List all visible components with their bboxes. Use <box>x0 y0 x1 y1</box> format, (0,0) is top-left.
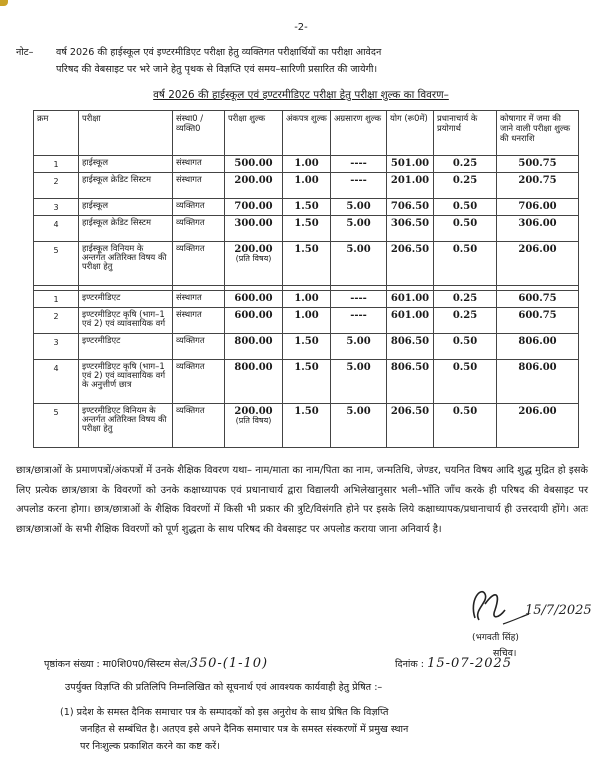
row-total: 206.50 <box>387 242 434 286</box>
header-total: योग (रू0में) <box>387 111 434 156</box>
fee-per-subject-note: (प्रति विषय) <box>235 416 272 425</box>
table-row <box>34 308 579 334</box>
row-treasury: 706.00 <box>497 199 579 216</box>
table-row <box>34 291 579 308</box>
reference-label: पृष्ठांकन संख्या : मा0शि0प0/सिस्टम सेल/ <box>44 659 190 670</box>
row-exam: इण्टरमीडिएट कृषि (भाग–1 एवं 2) एवं व्यावसायिक वर्ग <box>79 308 173 334</box>
row-fee: 800.00 <box>225 334 283 360</box>
row-marksheet: 1.50 <box>283 216 331 242</box>
row-principal: 0.50 <box>434 404 497 448</box>
row-principal: 0.50 <box>434 242 497 286</box>
header-forwarding: अग्रसारण शुल्क <box>331 111 387 156</box>
row-marksheet: 1.50 <box>283 242 331 286</box>
row-forwarding: 5.00 <box>331 242 387 286</box>
row-total: 601.00 <box>387 308 434 334</box>
fee-per-subject-note: (प्रति विषय) <box>235 254 272 263</box>
row-marksheet: 1.50 <box>283 199 331 216</box>
row-total: 501.00 <box>387 156 434 173</box>
row-total: 601.00 <box>387 291 434 308</box>
row-exam: इण्टरमीडिएट <box>79 291 173 308</box>
row-exam: इण्टरमीडिएट कृषि (भाग–1 एवं 2) एवं व्यावसायिक वर्ग के अनुत्तीर्ण छात्र <box>79 360 173 404</box>
row-sn: 2 <box>34 308 79 334</box>
row-fee: 300.00 <box>225 216 283 242</box>
date-value: 15-07-2025 <box>427 656 513 671</box>
row-total: 206.50 <box>387 404 434 448</box>
row-sn: 5 <box>34 404 79 448</box>
row-type: संस्थागत <box>173 156 225 173</box>
reference-line <box>44 656 268 671</box>
reference-number: 350-(1-10) <box>189 656 269 671</box>
row-principal: 0.25 <box>434 291 497 308</box>
row-forwarding: 5.00 <box>331 360 387 404</box>
row-forwarding: 5.00 <box>331 216 387 242</box>
row-type: व्यक्तिगत <box>173 404 225 448</box>
row-fee: 200.00 (प्रति विषय) <box>225 242 283 286</box>
item-1-line-2: जनहित से सम्बंधित है। अतएव इसे अपने दैनिक समाचार पत्र के समस्त संस्करणों में प्रमुख स्थान <box>80 724 409 735</box>
row-total: 806.50 <box>387 334 434 360</box>
table-header-row <box>34 111 579 156</box>
row-principal: 0.50 <box>434 199 497 216</box>
signatory-name: (भगवती सिंह) <box>472 633 519 643</box>
note-block <box>16 44 591 78</box>
row-exam: हाईस्कूल विनियम के अन्तर्गत अतिरिक्त विषय की परीक्षा हेतु <box>79 242 173 286</box>
row-principal: 0.25 <box>434 173 497 199</box>
row-type: संस्थागत <box>173 291 225 308</box>
row-sn: 1 <box>34 156 79 173</box>
header-sn: क्रम <box>34 111 79 156</box>
row-forwarding: ---- <box>331 291 387 308</box>
row-type: व्यक्तिगत <box>173 242 225 286</box>
signature-image <box>455 580 595 630</box>
note-line-1: वर्ष 2026 की हाईस्कूल एवं इण्टरमीडिएट परीक्षा हेतु व्यक्तिगत परीक्षार्थियों का परीक्षा आवेदन <box>56 47 382 58</box>
row-principal: 0.50 <box>434 216 497 242</box>
row-fee: 800.00 <box>225 360 283 404</box>
row-exam: हाईस्कूल <box>79 199 173 216</box>
row-sn: 4 <box>34 360 79 404</box>
row-marksheet: 1.50 <box>283 404 331 448</box>
row-principal: 0.25 <box>434 308 497 334</box>
table-row <box>34 404 579 448</box>
row-forwarding: 5.00 <box>331 334 387 360</box>
row-type: व्यक्तिगत <box>173 360 225 404</box>
row-total: 706.50 <box>387 199 434 216</box>
header-type: संस्था0 / व्यक्ति0 <box>173 111 225 156</box>
row-principal: 0.50 <box>434 360 497 404</box>
note-line-2: परिषद की वेबसाइट पर भरे जाने हेतु पृथक से विज्ञप्ति एवं समय–सारिणी प्रसारित की जायेगी। <box>56 64 378 75</box>
row-sn: 5 <box>34 242 79 286</box>
row-fee: 700.00 <box>225 199 283 216</box>
row-exam: इण्टरमीडिएट विनियम के अन्तर्गत अतिरिक्त विषय की परीक्षा हेतु <box>79 404 173 448</box>
table-title: वर्ष 2026 की हाईस्कूल एवं इण्टरमीडिएट परीक्षा हेतु परीक्षा शुल्क का विवरण– <box>153 89 449 101</box>
instruction-paragraph: छात्र/छात्राओं के प्रमाणपत्रों/अंकपत्रों में उनके शैक्षिक विवरण यथा– नाम/माता का नाम/पिता का नाम, जन्मतिथि, जेण्डर, चयनित विषय आदि शुद्ध मुद्रित हो इसके लिए प्रत्येक छात्र/छात्रा के विवरणों को उनके कक्षाध्यापक एवं प्रधानाचार्य द्वारा विद्यालयी अभिलेखानुसार भली–भाँति जाँच करके ही परिषद की वेबसाइट पर अपलोड करना होगा। छात्र/छात्राओं के शैक्षिक विवरणों में किसी भी प्रकार की त्रुटि/विसंगति होने पर इसके लिये कक्षाध्यापक/प्रधानाचार्य ही उत्तरदायी होंगे। अतः छात्र/छात्राओं के सभी शैक्षिक विवरणों को पूर्ण शुद्धता के साथ परिषद की वेबसाइट पर अपलोड कराया जाना अनिवार्य है। <box>16 465 588 535</box>
row-treasury: 600.75 <box>497 291 579 308</box>
row-exam: हाईस्कूल <box>79 156 173 173</box>
row-type: व्यक्तिगत <box>173 199 225 216</box>
header-principal: प्रधानाचार्य के प्रयोगार्थ <box>434 111 497 156</box>
table-row <box>34 156 579 173</box>
row-type: व्यक्तिगत <box>173 216 225 242</box>
row-sn: 1 <box>34 291 79 308</box>
row-marksheet: 1.00 <box>283 156 331 173</box>
fee-table <box>33 110 579 448</box>
row-sn: 3 <box>34 334 79 360</box>
header-fee: परीक्षा शुल्क <box>225 111 283 156</box>
row-principal: 0.50 <box>434 334 497 360</box>
table-row <box>34 360 579 404</box>
row-type: संस्थागत <box>173 173 225 199</box>
row-exam: हाईस्कूल क्रेडिट सिस्टम <box>79 216 173 242</box>
scan-edge-mark <box>0 0 8 6</box>
row-treasury: 806.00 <box>497 334 579 360</box>
table-row <box>34 173 579 199</box>
table-row <box>34 199 579 216</box>
row-forwarding: 5.00 <box>331 199 387 216</box>
page-number: -2- <box>294 22 308 33</box>
row-treasury: 206.00 <box>497 242 579 286</box>
recipient-item-1 <box>60 704 590 755</box>
reference-date <box>395 656 512 671</box>
row-type: व्यक्तिगत <box>173 334 225 360</box>
header-treasury: कोषागार में जमा की जाने वाली परीक्षा शुल्क की धनराशि <box>497 111 579 156</box>
row-sn: 3 <box>34 199 79 216</box>
row-fee: 500.00 <box>225 156 283 173</box>
table-row <box>34 334 579 360</box>
header-marksheet: अंकपत्र शुल्क <box>283 111 331 156</box>
item-1-line-3: पर निःशुल्क प्रकाशित करने का कष्ट करें। <box>80 741 220 752</box>
row-forwarding: ---- <box>331 308 387 334</box>
row-fee: 200.00 (प्रति विषय) <box>225 404 283 448</box>
fee-table-body <box>34 156 579 448</box>
row-forwarding: ---- <box>331 156 387 173</box>
row-principal: 0.25 <box>434 156 497 173</box>
row-marksheet: 1.50 <box>283 360 331 404</box>
row-fee: 200.00 <box>225 173 283 199</box>
row-sn: 2 <box>34 173 79 199</box>
date-label: दिनांक : <box>395 659 425 670</box>
row-treasury: 306.00 <box>497 216 579 242</box>
header-exam: परीक्षा <box>79 111 173 156</box>
row-treasury: 600.75 <box>497 308 579 334</box>
row-exam: हाईस्कूल क्रेडिट सिस्टम <box>79 173 173 199</box>
row-treasury: 200.75 <box>497 173 579 199</box>
row-marksheet: 1.00 <box>283 173 331 199</box>
row-exam: इण्टरमीडिएट <box>79 334 173 360</box>
row-treasury: 806.00 <box>497 360 579 404</box>
item-1-line-1: (1) प्रदेश के समस्त दैनिक समाचार पत्र के सम्पादकों को इस अनुरोध के साथ प्रेषित कि विज्ञप्ति <box>60 707 389 718</box>
row-marksheet: 1.00 <box>283 308 331 334</box>
row-forwarding: ---- <box>331 173 387 199</box>
row-total: 806.50 <box>387 360 434 404</box>
row-sn: 4 <box>34 216 79 242</box>
row-marksheet: 1.00 <box>283 291 331 308</box>
row-type: संस्थागत <box>173 308 225 334</box>
row-forwarding: 5.00 <box>331 404 387 448</box>
copy-forward-line: उपर्युक्त विज्ञप्ति की प्रतिलिपि निम्नलिखित को सूचनार्थ एवं आवश्यक कार्यवाही हेतु प्रेषित :– <box>65 682 383 693</box>
row-total: 201.00 <box>387 173 434 199</box>
row-fee: 600.00 <box>225 308 283 334</box>
row-fee: 600.00 <box>225 291 283 308</box>
table-row <box>34 216 579 242</box>
row-treasury: 206.00 <box>497 404 579 448</box>
signatory-designation: सचिव। <box>493 648 517 659</box>
row-treasury: 500.75 <box>497 156 579 173</box>
row-total: 306.50 <box>387 216 434 242</box>
note-label: नोट– <box>16 47 34 58</box>
row-marksheet: 1.50 <box>283 334 331 360</box>
table-row <box>34 242 579 286</box>
signature-date: 15/7/2025 <box>525 603 592 618</box>
